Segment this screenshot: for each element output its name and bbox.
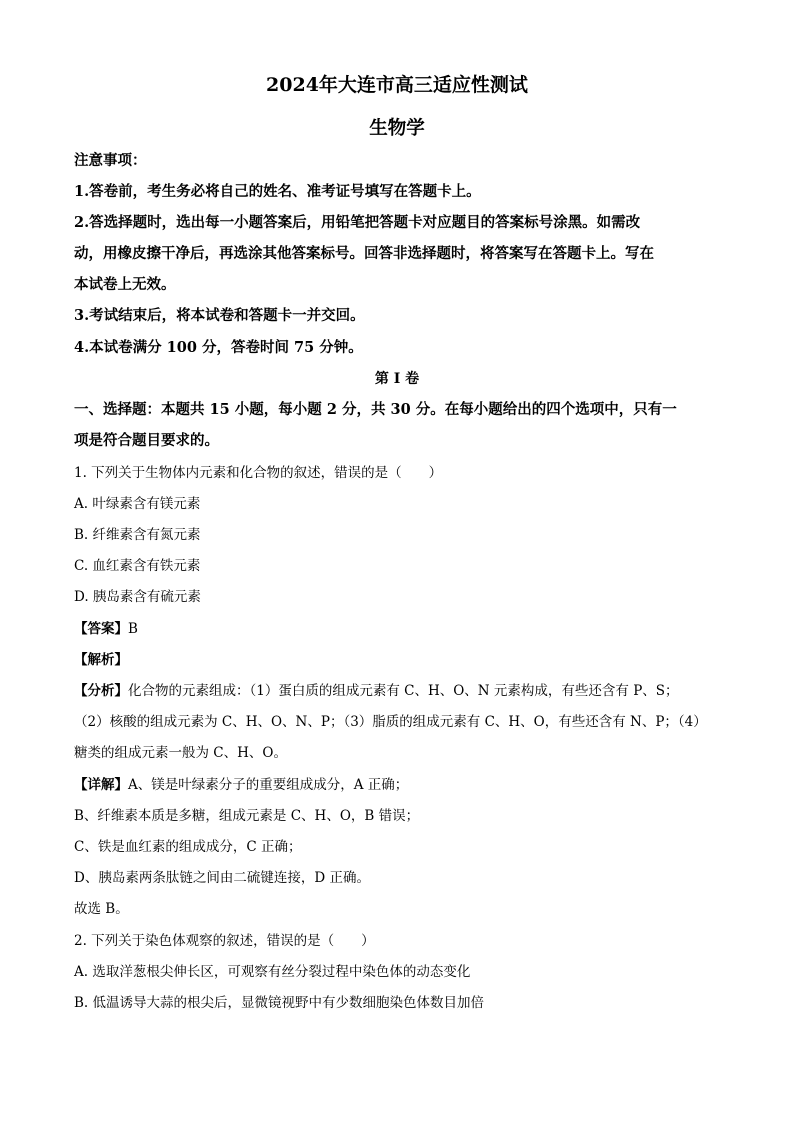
subject-title: 生物学 xyxy=(369,118,425,139)
exam-title: 2024年大连市高三适应性测试 xyxy=(266,74,528,96)
option-a: A. 叶绿素含有镁元素 xyxy=(74,496,201,512)
xiangjie-text: D、胰岛素两条肽链之间由二硫键连接，D 正确。 xyxy=(74,870,370,886)
xiangjie-tag: 【详解】 xyxy=(74,777,128,793)
notice-item: 本试卷上无效。 xyxy=(74,276,176,293)
fenxi-line xyxy=(74,682,679,700)
xiangjie-text: C、铁是血红素的组成成分，C 正确； xyxy=(74,839,302,855)
option-a: A. 选取洋葱根尖伸长区，可观察有丝分裂过程中染色体的动态变化 xyxy=(74,964,471,980)
option-b: B. 纤维素含有氮元素 xyxy=(74,527,201,543)
xiangjie-text: A、镁是叶绿素分子的重要组成成分，A 正确； xyxy=(128,777,409,793)
option-b: B. 低温诱导大蒜的根尖后，显微镜视野中有少数细胞染色体数目加倍 xyxy=(74,995,485,1011)
question-stem: 1. 下列关于生物体内元素和化合物的叙述，错误的是（ ） xyxy=(74,465,443,481)
xiangjie-text: B、纤维素本质是多糖，组成元素是 C、H、O，B 错误； xyxy=(74,808,420,824)
section-heading: 一、选择题：本题共 15 小题，每小题 2 分，共 30 分。在每小题给出的四个选项中，只有一 xyxy=(74,401,677,418)
part-label: 第 I 卷 xyxy=(374,371,420,387)
xiangjie-line xyxy=(74,776,408,794)
fenxi-tag: 【分析】 xyxy=(74,683,128,699)
fenxi-text: 糖类的组成元素一般为 C、H、O。 xyxy=(74,745,287,761)
question-stem: 2. 下列关于染色体观察的叙述，错误的是（ ） xyxy=(74,933,375,949)
option-c: C. 血红素含有铁元素 xyxy=(74,558,201,574)
notice-item: 1.答卷前，考生务必将自己的姓名、准考证号填写在答题卡上。 xyxy=(74,183,481,200)
section-heading-cont: 项是符合题目要求的。 xyxy=(74,432,219,449)
conclusion-text: 故选 B。 xyxy=(74,901,129,917)
answer-tag: 【答案】 xyxy=(74,621,128,637)
analysis-tag: 【解析】 xyxy=(74,652,128,668)
notice-item: 2.答选择题时，选出每一小题答案后，用铅笔把答题卡对应题目的答案标号涂黑。如需改 xyxy=(74,214,641,231)
notice-heading: 注意事项： xyxy=(74,152,147,169)
fenxi-text: 化合物的元素组成：（1）蛋白质的组成元素有 C、H、O、N 元素构成，有些还含有 P、S； xyxy=(128,683,679,699)
option-d: D. 胰岛素含有硫元素 xyxy=(74,589,201,605)
notice-item: 3.考试结束后，将本试卷和答题卡一并交回。 xyxy=(74,307,365,324)
answer-value: B xyxy=(128,621,138,637)
fenxi-text: （2）核酸的组成元素为 C、H、O、N、P；（3）脂质的组成元素有 C、H、O，有些还含有 N、P；（4） xyxy=(74,714,707,730)
answer-line xyxy=(74,620,138,638)
notice-item: 4.本试卷满分 100 分，答卷时间 75 分钟。 xyxy=(74,339,363,356)
notice-item: 动，用橡皮擦干净后，再选涂其他答案标号。回答非选择题时，将答案写在答题卡上。写在 xyxy=(74,245,654,262)
